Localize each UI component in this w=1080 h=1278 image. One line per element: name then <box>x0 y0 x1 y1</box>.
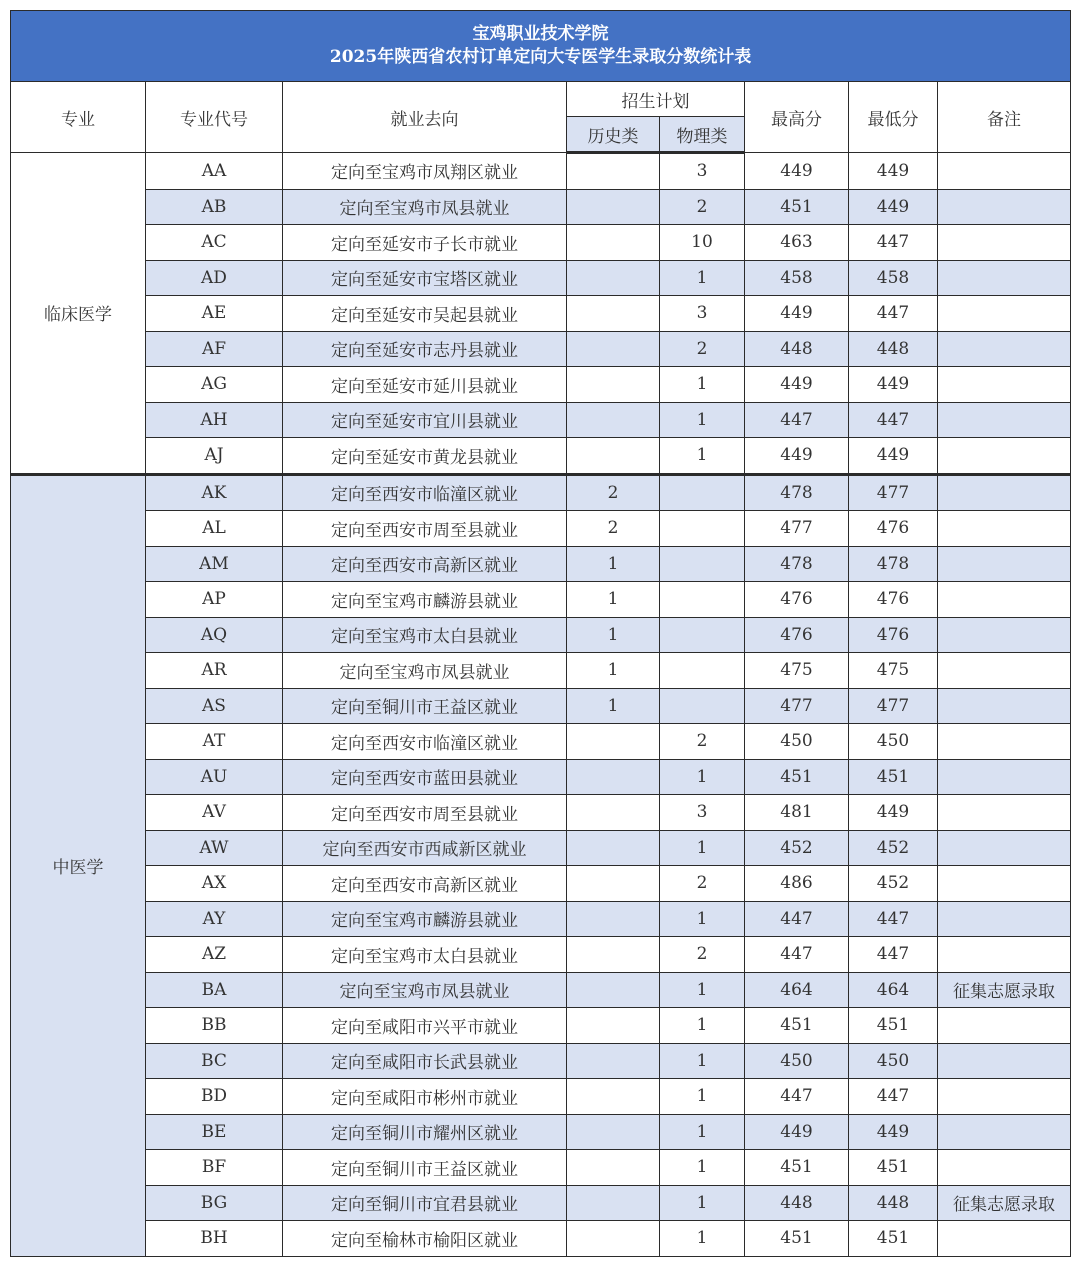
history-plan-cell <box>567 402 660 438</box>
min-score-cell: 447 <box>849 901 938 937</box>
history-plan-cell <box>567 438 660 475</box>
note-cell <box>938 582 1071 618</box>
max-score-cell: 449 <box>745 1114 849 1150</box>
destination-cell: 定向至西安市临潼区就业 <box>283 724 567 760</box>
table-row <box>11 189 1071 225</box>
min-score-cell: 452 <box>849 830 938 866</box>
note-cell <box>938 153 1071 190</box>
header-code: 专业代号 <box>146 82 283 153</box>
physics-plan-cell: 1 <box>660 1008 745 1044</box>
note-cell <box>938 724 1071 760</box>
code-cell: AQ <box>146 617 283 653</box>
physics-plan-cell: 1 <box>660 1043 745 1079</box>
note-cell <box>938 438 1071 475</box>
destination-cell: 定向至宝鸡市凤县就业 <box>283 653 567 689</box>
table-row <box>11 1221 1071 1257</box>
max-score-cell: 450 <box>745 724 849 760</box>
note-cell <box>938 225 1071 261</box>
max-score-cell: 449 <box>745 153 849 190</box>
code-cell: AM <box>146 546 283 582</box>
min-score-cell: 476 <box>849 582 938 618</box>
header-max-score: 最高分 <box>745 82 849 153</box>
note-cell <box>938 1008 1071 1044</box>
destination-cell: 定向至咸阳市兴平市就业 <box>283 1008 567 1044</box>
note-cell <box>938 367 1071 403</box>
min-score-cell: 447 <box>849 1079 938 1115</box>
max-score-cell: 451 <box>745 1150 849 1186</box>
max-score-cell: 448 <box>745 1185 849 1221</box>
code-cell: AW <box>146 830 283 866</box>
code-cell: BD <box>146 1079 283 1115</box>
note-cell <box>938 688 1071 724</box>
max-score-cell: 451 <box>745 1008 849 1044</box>
min-score-cell: 452 <box>849 866 938 902</box>
destination-cell: 定向至榆林市榆阳区就业 <box>283 1221 567 1257</box>
table-row <box>11 260 1071 296</box>
min-score-cell: 476 <box>849 617 938 653</box>
table-row <box>11 688 1071 724</box>
physics-plan-cell: 1 <box>660 1185 745 1221</box>
history-plan-cell <box>567 795 660 831</box>
history-plan-cell <box>567 331 660 367</box>
physics-plan-cell: 3 <box>660 795 745 831</box>
destination-cell: 定向至西安市周至县就业 <box>283 795 567 831</box>
min-score-cell: 476 <box>849 511 938 547</box>
code-cell: BA <box>146 972 283 1008</box>
table-row <box>11 795 1071 831</box>
physics-plan-cell: 1 <box>660 438 745 475</box>
history-plan-cell <box>567 1008 660 1044</box>
code-cell: BB <box>146 1008 283 1044</box>
history-plan-cell <box>567 153 660 190</box>
history-plan-cell <box>567 724 660 760</box>
note-cell <box>938 795 1071 831</box>
note-cell <box>938 830 1071 866</box>
code-cell: AB <box>146 189 283 225</box>
note-cell: 征集志愿录取 <box>938 972 1071 1008</box>
destination-cell: 定向至宝鸡市麟游县就业 <box>283 901 567 937</box>
code-cell: AS <box>146 688 283 724</box>
min-score-cell: 448 <box>849 1185 938 1221</box>
note-cell <box>938 866 1071 902</box>
note-cell <box>938 1221 1071 1257</box>
physics-plan-cell: 2 <box>660 866 745 902</box>
destination-cell: 定向至西安市周至县就业 <box>283 511 567 547</box>
code-cell: AF <box>146 331 283 367</box>
table-row <box>11 1043 1071 1079</box>
destination-cell: 定向至延安市子长市就业 <box>283 225 567 261</box>
admission-score-table <box>10 10 1071 1257</box>
history-plan-cell: 1 <box>567 617 660 653</box>
max-score-cell: 451 <box>745 759 849 795</box>
destination-cell: 定向至宝鸡市太白县就业 <box>283 937 567 973</box>
destination-cell: 定向至宝鸡市凤翔区就业 <box>283 153 567 190</box>
physics-plan-cell: 2 <box>660 189 745 225</box>
max-score-cell: 463 <box>745 225 849 261</box>
history-plan-cell: 2 <box>567 511 660 547</box>
physics-plan-cell: 1 <box>660 260 745 296</box>
code-cell: AH <box>146 402 283 438</box>
code-cell: AU <box>146 759 283 795</box>
max-score-cell: 452 <box>745 830 849 866</box>
max-score-cell: 478 <box>745 546 849 582</box>
physics-plan-cell: 1 <box>660 972 745 1008</box>
physics-plan-cell <box>660 474 745 511</box>
note-cell <box>938 1150 1071 1186</box>
major-cell: 临床医学 <box>11 153 146 475</box>
min-score-cell: 449 <box>849 795 938 831</box>
min-score-cell: 477 <box>849 474 938 511</box>
physics-plan-cell: 1 <box>660 901 745 937</box>
table-row <box>11 546 1071 582</box>
header-plan: 招生计划 <box>567 82 745 117</box>
code-cell: AY <box>146 901 283 937</box>
max-score-cell: 451 <box>745 1221 849 1257</box>
history-plan-cell <box>567 225 660 261</box>
history-plan-cell: 1 <box>567 688 660 724</box>
table-row <box>11 830 1071 866</box>
max-score-cell: 450 <box>745 1043 849 1079</box>
max-score-cell: 464 <box>745 972 849 1008</box>
min-score-cell: 447 <box>849 402 938 438</box>
max-score-cell: 476 <box>745 617 849 653</box>
physics-plan-cell: 2 <box>660 331 745 367</box>
history-plan-cell <box>567 296 660 332</box>
min-score-cell: 449 <box>849 153 938 190</box>
min-score-cell: 449 <box>849 367 938 403</box>
code-cell: BC <box>146 1043 283 1079</box>
physics-plan-cell: 2 <box>660 937 745 973</box>
max-score-cell: 447 <box>745 402 849 438</box>
destination-cell: 定向至延安市黄龙县就业 <box>283 438 567 475</box>
history-plan-cell: 2 <box>567 474 660 511</box>
history-plan-cell <box>567 937 660 973</box>
code-cell: BF <box>146 1150 283 1186</box>
max-score-cell: 449 <box>745 438 849 475</box>
min-score-cell: 477 <box>849 688 938 724</box>
history-plan-cell <box>567 1043 660 1079</box>
table-body <box>11 153 1071 1257</box>
max-score-cell: 481 <box>745 795 849 831</box>
physics-plan-cell: 1 <box>660 1150 745 1186</box>
table-row <box>11 901 1071 937</box>
destination-cell: 定向至延安市吴起县就业 <box>283 296 567 332</box>
table-row <box>11 582 1071 618</box>
physics-plan-cell <box>660 582 745 618</box>
destination-cell: 定向至延安市志丹县就业 <box>283 331 567 367</box>
physics-plan-cell <box>660 617 745 653</box>
max-score-cell: 477 <box>745 511 849 547</box>
table-row <box>11 759 1071 795</box>
header-destination: 就业去向 <box>283 82 567 153</box>
destination-cell: 定向至铜川市耀州区就业 <box>283 1114 567 1150</box>
physics-plan-cell <box>660 511 745 547</box>
code-cell: AC <box>146 225 283 261</box>
code-cell: AK <box>146 474 283 511</box>
table-title <box>11 11 1071 82</box>
note-cell <box>938 189 1071 225</box>
destination-cell: 定向至宝鸡市麟游县就业 <box>283 582 567 618</box>
header-min-score: 最低分 <box>849 82 938 153</box>
destination-cell: 定向至宝鸡市凤县就业 <box>283 189 567 225</box>
note-cell: 征集志愿录取 <box>938 1185 1071 1221</box>
header-physics: 物理类 <box>660 117 745 153</box>
max-score-cell: 477 <box>745 688 849 724</box>
max-score-cell: 447 <box>745 901 849 937</box>
physics-plan-cell <box>660 546 745 582</box>
physics-plan-cell: 1 <box>660 1114 745 1150</box>
note-cell <box>938 296 1071 332</box>
max-score-cell: 476 <box>745 582 849 618</box>
note-cell <box>938 653 1071 689</box>
header-history: 历史类 <box>567 117 660 153</box>
code-cell: AD <box>146 260 283 296</box>
min-score-cell: 449 <box>849 189 938 225</box>
table-row <box>11 296 1071 332</box>
note-cell <box>938 937 1071 973</box>
header-note: 备注 <box>938 82 1071 153</box>
history-plan-cell <box>567 901 660 937</box>
note-cell <box>938 617 1071 653</box>
max-score-cell: 447 <box>745 937 849 973</box>
table-row <box>11 1008 1071 1044</box>
table-row <box>11 225 1071 261</box>
note-cell <box>938 901 1071 937</box>
table-row <box>11 1114 1071 1150</box>
destination-cell: 定向至咸阳市长武县就业 <box>283 1043 567 1079</box>
destination-cell: 定向至西安市蓝田县就业 <box>283 759 567 795</box>
title-line-2: 2025年陕西省农村订单定向大专医学生录取分数统计表 <box>329 47 752 67</box>
code-cell: AV <box>146 795 283 831</box>
table-row <box>11 617 1071 653</box>
code-cell: AR <box>146 653 283 689</box>
physics-plan-cell <box>660 653 745 689</box>
physics-plan-cell: 3 <box>660 153 745 190</box>
min-score-cell: 447 <box>849 296 938 332</box>
table-row <box>11 1185 1071 1221</box>
history-plan-cell <box>567 759 660 795</box>
note-cell <box>938 511 1071 547</box>
header-major: 专业 <box>11 82 146 153</box>
code-cell: BE <box>146 1114 283 1150</box>
note-cell <box>938 1079 1071 1115</box>
table-row <box>11 153 1071 190</box>
max-score-cell: 449 <box>745 296 849 332</box>
code-cell: AP <box>146 582 283 618</box>
min-score-cell: 449 <box>849 1114 938 1150</box>
table-row <box>11 1079 1071 1115</box>
table-row <box>11 367 1071 403</box>
min-score-cell: 458 <box>849 260 938 296</box>
physics-plan-cell: 1 <box>660 1079 745 1115</box>
min-score-cell: 449 <box>849 438 938 475</box>
table-row <box>11 331 1071 367</box>
destination-cell: 定向至延安市宜川县就业 <box>283 402 567 438</box>
code-cell: AA <box>146 153 283 190</box>
destination-cell: 定向至西安市高新区就业 <box>283 866 567 902</box>
max-score-cell: 486 <box>745 866 849 902</box>
table-row <box>11 1150 1071 1186</box>
history-plan-cell: 1 <box>567 653 660 689</box>
note-cell <box>938 402 1071 438</box>
physics-plan-cell: 1 <box>660 367 745 403</box>
min-score-cell: 451 <box>849 1150 938 1186</box>
history-plan-cell <box>567 1114 660 1150</box>
note-cell <box>938 759 1071 795</box>
title-line-1: 宝鸡职业技术学院 <box>472 24 609 44</box>
history-plan-cell <box>567 830 660 866</box>
destination-cell: 定向至延安市延川县就业 <box>283 367 567 403</box>
destination-cell: 定向至宝鸡市太白县就业 <box>283 617 567 653</box>
note-cell <box>938 474 1071 511</box>
physics-plan-cell: 1 <box>660 1221 745 1257</box>
min-score-cell: 464 <box>849 972 938 1008</box>
code-cell: AZ <box>146 937 283 973</box>
major-cell: 中医学 <box>11 474 146 1256</box>
code-cell: AG <box>146 367 283 403</box>
physics-plan-cell <box>660 688 745 724</box>
physics-plan-cell: 2 <box>660 724 745 760</box>
min-score-cell: 450 <box>849 724 938 760</box>
destination-cell: 定向至西安市高新区就业 <box>283 546 567 582</box>
table-row <box>11 937 1071 973</box>
physics-plan-cell: 1 <box>660 759 745 795</box>
min-score-cell: 478 <box>849 546 938 582</box>
note-cell <box>938 331 1071 367</box>
max-score-cell: 451 <box>745 189 849 225</box>
max-score-cell: 449 <box>745 367 849 403</box>
destination-cell: 定向至延安市宝塔区就业 <box>283 260 567 296</box>
code-cell: AL <box>146 511 283 547</box>
destination-cell: 定向至西安市西咸新区就业 <box>283 830 567 866</box>
min-score-cell: 451 <box>849 1221 938 1257</box>
code-cell: BH <box>146 1221 283 1257</box>
history-plan-cell <box>567 972 660 1008</box>
destination-cell: 定向至铜川市王益区就业 <box>283 688 567 724</box>
admission-score-table-sheet <box>10 10 1070 1257</box>
note-cell <box>938 1114 1071 1150</box>
history-plan-cell <box>567 367 660 403</box>
table-row <box>11 866 1071 902</box>
physics-plan-cell: 3 <box>660 296 745 332</box>
min-score-cell: 451 <box>849 759 938 795</box>
history-plan-cell: 1 <box>567 582 660 618</box>
min-score-cell: 450 <box>849 1043 938 1079</box>
note-cell <box>938 260 1071 296</box>
physics-plan-cell: 1 <box>660 830 745 866</box>
code-cell: AX <box>146 866 283 902</box>
destination-cell: 定向至西安市临潼区就业 <box>283 474 567 511</box>
max-score-cell: 448 <box>745 331 849 367</box>
max-score-cell: 447 <box>745 1079 849 1115</box>
history-plan-cell <box>567 1185 660 1221</box>
history-plan-cell: 1 <box>567 546 660 582</box>
history-plan-cell <box>567 1079 660 1115</box>
destination-cell: 定向至宝鸡市凤县就业 <box>283 972 567 1008</box>
destination-cell: 定向至铜川市宜君县就业 <box>283 1185 567 1221</box>
max-score-cell: 478 <box>745 474 849 511</box>
table-row <box>11 972 1071 1008</box>
physics-plan-cell: 1 <box>660 402 745 438</box>
history-plan-cell <box>567 866 660 902</box>
code-cell: AE <box>146 296 283 332</box>
code-cell: AJ <box>146 438 283 475</box>
min-score-cell: 475 <box>849 653 938 689</box>
max-score-cell: 458 <box>745 260 849 296</box>
max-score-cell: 475 <box>745 653 849 689</box>
table-row <box>11 724 1071 760</box>
table-row <box>11 474 1071 511</box>
physics-plan-cell: 10 <box>660 225 745 261</box>
destination-cell: 定向至铜川市王益区就业 <box>283 1150 567 1186</box>
min-score-cell: 451 <box>849 1008 938 1044</box>
history-plan-cell <box>567 260 660 296</box>
history-plan-cell <box>567 1150 660 1186</box>
table-row <box>11 653 1071 689</box>
history-plan-cell <box>567 1221 660 1257</box>
table-row <box>11 402 1071 438</box>
code-cell: BG <box>146 1185 283 1221</box>
code-cell: AT <box>146 724 283 760</box>
note-cell <box>938 1043 1071 1079</box>
table-row <box>11 511 1071 547</box>
min-score-cell: 448 <box>849 331 938 367</box>
history-plan-cell <box>567 189 660 225</box>
destination-cell: 定向至咸阳市彬州市就业 <box>283 1079 567 1115</box>
min-score-cell: 447 <box>849 937 938 973</box>
min-score-cell: 447 <box>849 225 938 261</box>
table-row <box>11 438 1071 475</box>
note-cell <box>938 546 1071 582</box>
